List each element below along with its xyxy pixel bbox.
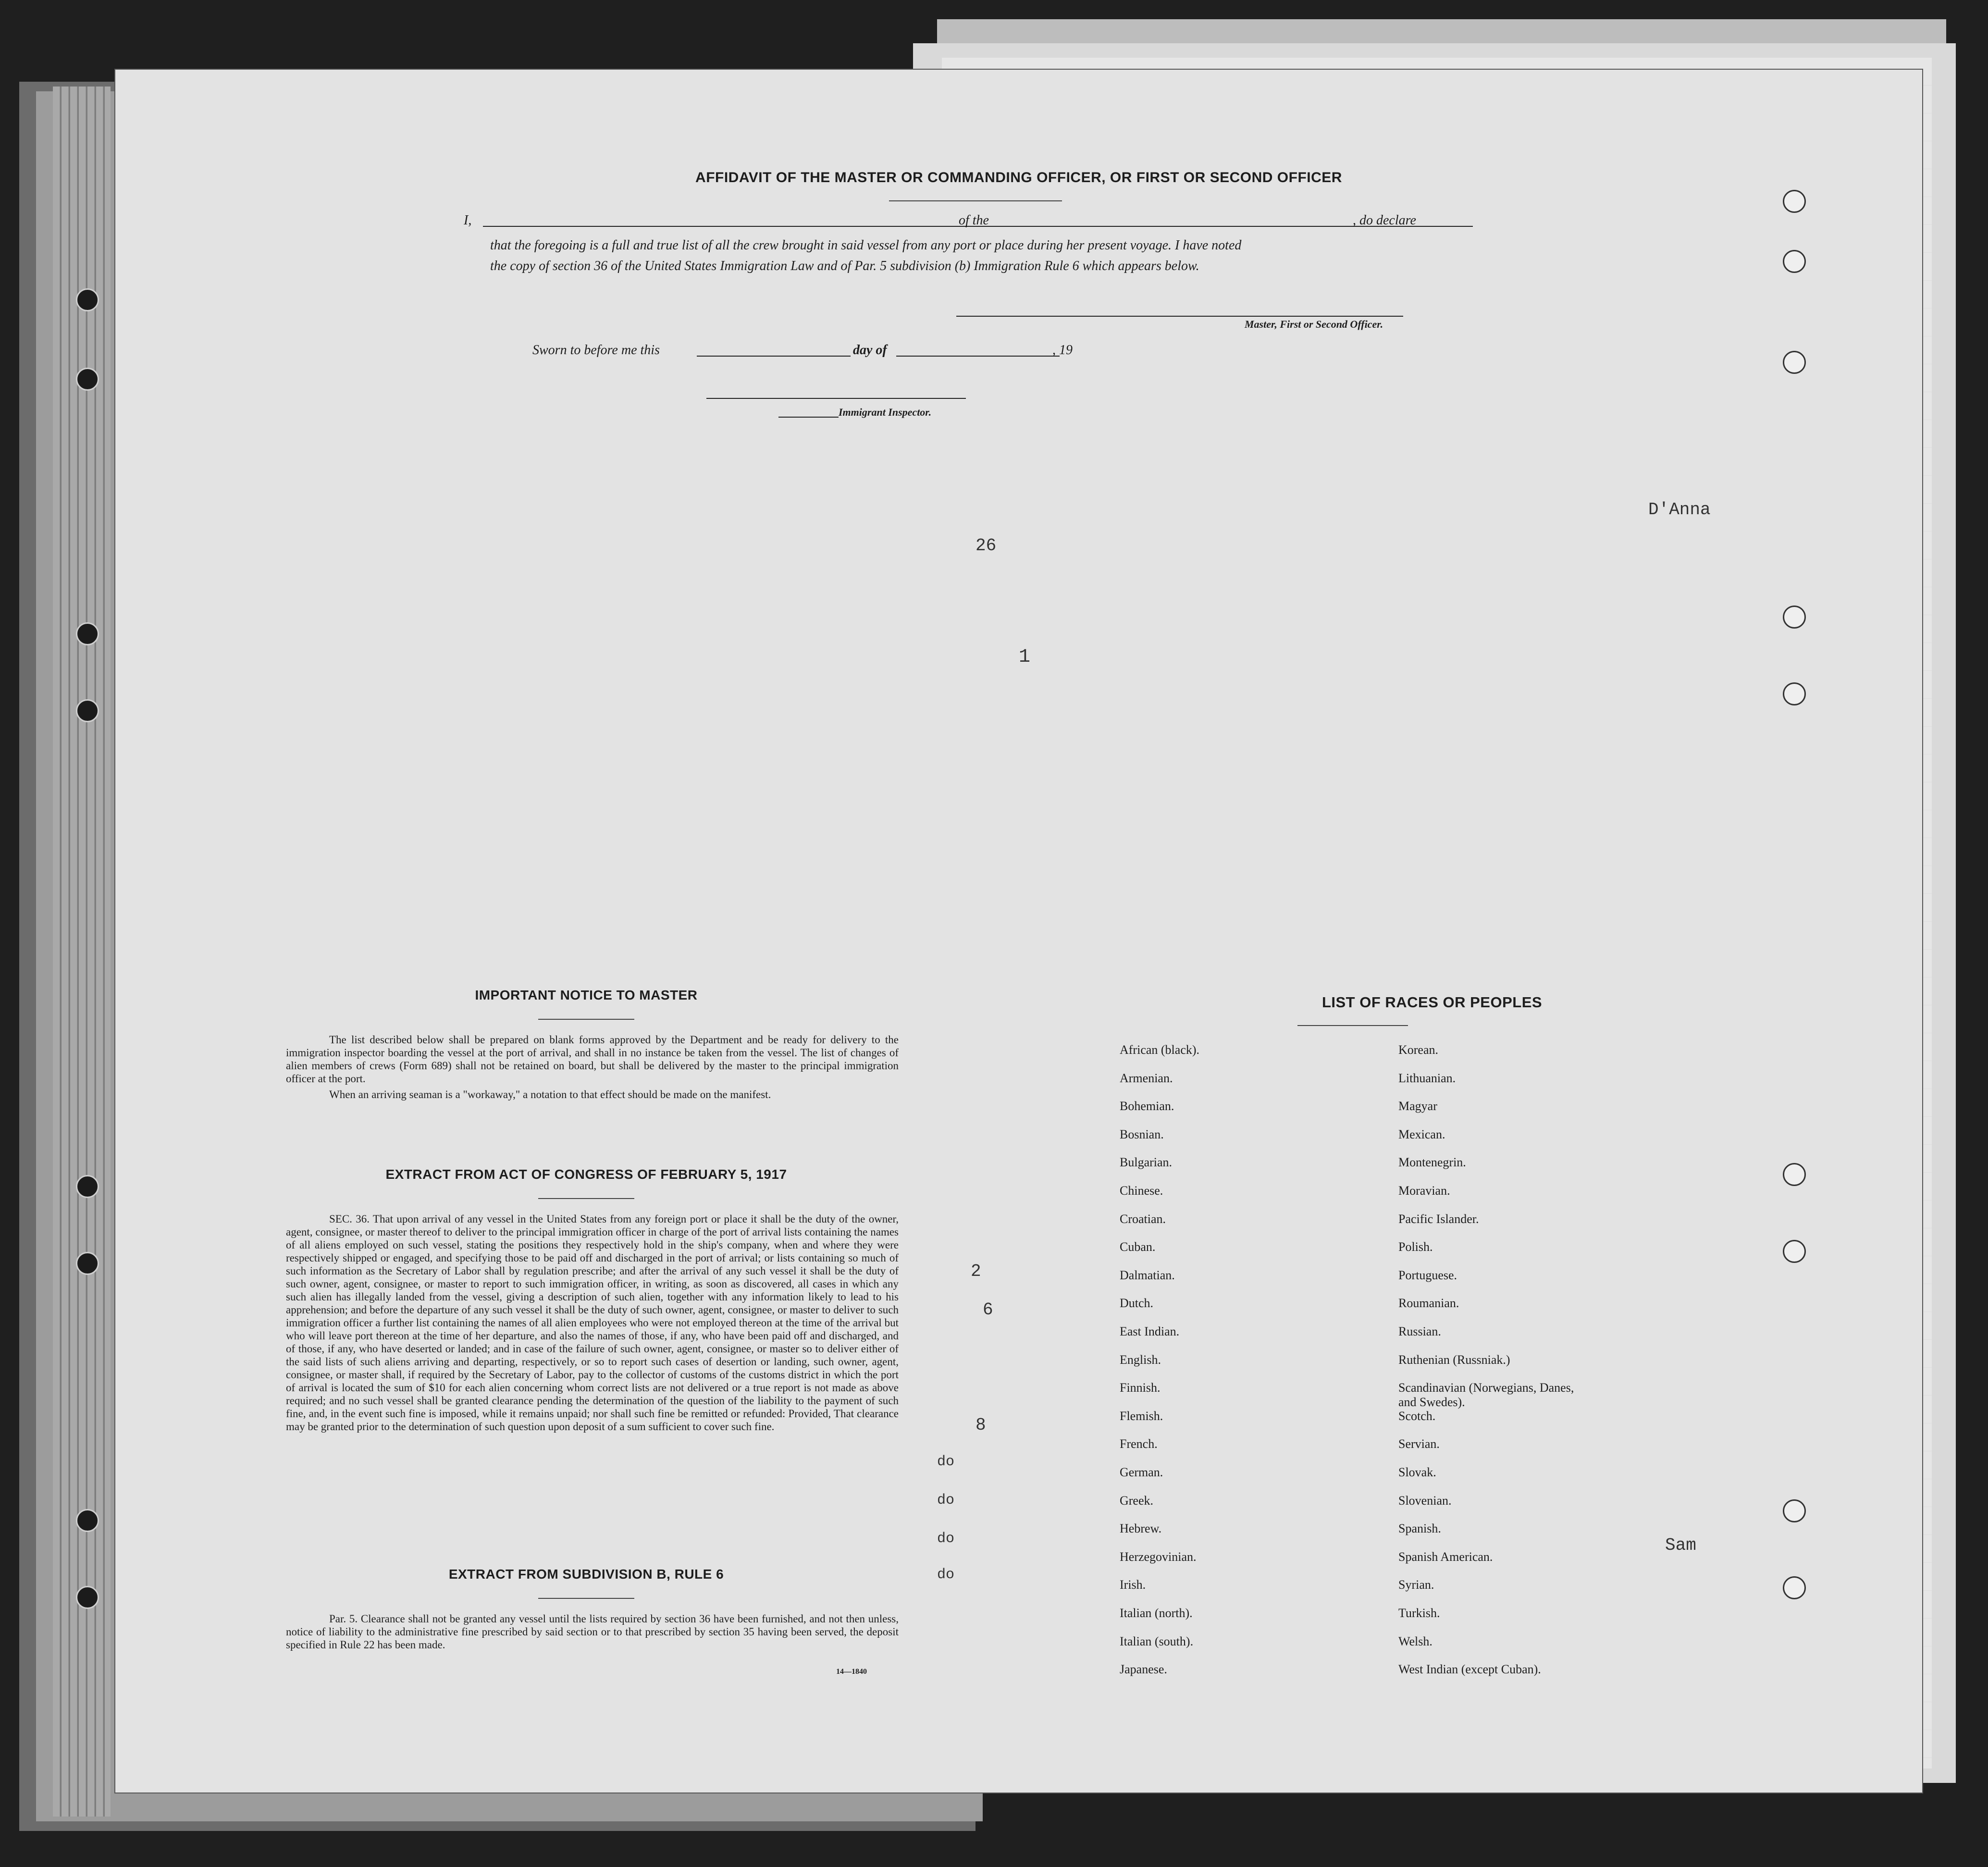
race-item: Spanish American. (1398, 1549, 1493, 1564)
rule-extract-body (286, 1612, 899, 1654)
affidavit-declare-label: , do declare (1353, 213, 1416, 228)
binder-hole (1783, 1240, 1806, 1263)
race-item: Bohemian. (1120, 1099, 1174, 1113)
binder-hole (1783, 1576, 1806, 1599)
notice-paragraph: When an arriving seaman is a "workaway," a notation to that effect should be made on the manifest. (329, 1088, 771, 1100)
affidavit-line-3: the copy of section 36 of the United States Immigration Law and of Par. 5 subdivision (b) Immigration Rule 6 which appears below. (490, 259, 1199, 273)
binder-hole (1783, 1163, 1806, 1186)
race-item: Hebrew. (1120, 1521, 1162, 1536)
race-item: English. (1120, 1352, 1161, 1367)
binder-hole (76, 288, 99, 311)
race-item: Finnish. (1120, 1381, 1161, 1395)
binder-hole (76, 699, 99, 722)
race-item: West Indian (except Cuban). (1398, 1662, 1541, 1677)
binder-hole (1783, 1499, 1806, 1522)
bleed-through-number: 6 (983, 1300, 993, 1320)
bleed-through-name: D'Anna (1648, 500, 1711, 519)
act-extract-body (286, 1212, 899, 1436)
bleed-through-text: Sam (1665, 1535, 1696, 1555)
inspector-short-line (778, 417, 839, 418)
race-item: Slovak. (1398, 1465, 1436, 1479)
bleed-through-ditto: do (937, 1492, 955, 1508)
race-item: Roumanian. (1398, 1296, 1459, 1311)
race-item: Russian. (1398, 1324, 1441, 1338)
race-item: Ruthenian (Russniak.) (1398, 1352, 1510, 1367)
races-title: LIST OF RACES OR PEOPLES (1321, 994, 1543, 1011)
race-item: Magyar (1398, 1099, 1437, 1113)
race-item: Portuguese. (1398, 1268, 1457, 1282)
bleed-through-number: 8 (975, 1415, 986, 1435)
binder-hole (76, 368, 99, 391)
race-item: Italian (north). (1120, 1606, 1193, 1620)
form-number: 14—1840 (836, 1668, 867, 1676)
affidavit-of-the-label: of the (959, 213, 989, 228)
race-item: Herzegovinian. (1120, 1549, 1197, 1564)
bleed-through-ditto: do (937, 1567, 955, 1583)
divider (889, 200, 1062, 201)
race-item: Armenian. (1120, 1071, 1173, 1085)
bleed-through-number: 26 (975, 536, 997, 556)
divider (538, 1198, 634, 1199)
binder-hole (76, 1586, 99, 1609)
race-item: Polish. (1398, 1240, 1433, 1254)
signature-line (956, 316, 1403, 317)
rule-extract-text: Par. 5. Clearance shall not be granted any vessel until the lists required by section 36 have been furnished, and not then unless, notice of liability to the administrative fine prescribed by said section or to that prescribed by section 35 having been served, the deposit specified in Rule 22 has been made. (286, 1613, 899, 1651)
rule-extract-title: EXTRACT FROM SUBDIVISION B, RULE 6 (448, 1567, 724, 1582)
race-item: Italian (south). (1120, 1634, 1194, 1648)
year-label: , 19 (1052, 343, 1073, 358)
affidavit-line-2: that the foregoing is a full and true list of all the crew brought in said vessel from any port or place during her present voyage. I have noted (490, 238, 1242, 253)
race-item: Bulgarian. (1120, 1155, 1173, 1170)
affidavit-title: AFFIDAVIT OF THE MASTER OR COMMANDING OFFICER, OR FIRST OR SECOND OFFICER (695, 170, 1342, 185)
race-item: Mexican. (1398, 1127, 1445, 1141)
page-edge-strip (53, 87, 111, 1817)
inspector-line (706, 398, 966, 399)
binder-hole (76, 1175, 99, 1198)
bleed-through-ditto: do (937, 1531, 955, 1547)
race-item: Flemish. (1120, 1409, 1163, 1423)
race-item: Welsh. (1398, 1634, 1432, 1648)
race-item: East Indian. (1120, 1324, 1180, 1338)
race-item: Japanese. (1120, 1662, 1167, 1677)
divider (538, 1019, 634, 1020)
race-item: Irish. (1120, 1578, 1146, 1592)
notice-body (286, 1033, 899, 1104)
binder-hole (76, 622, 99, 645)
signature-caption: Master, First or Second Officer. (1245, 318, 1383, 330)
divider (1297, 1025, 1408, 1026)
divider (538, 1598, 634, 1599)
race-item: Korean. (1398, 1043, 1439, 1057)
race-item: Servian. (1398, 1437, 1440, 1451)
document-page (115, 70, 1922, 1793)
race-item: Scotch. (1398, 1409, 1436, 1423)
race-item: Lithuanian. (1398, 1071, 1456, 1085)
binder-hole (1783, 250, 1806, 273)
race-item: Croatian. (1120, 1212, 1166, 1226)
race-item: German. (1120, 1465, 1163, 1479)
day-of-label: day of (853, 343, 887, 358)
race-item: Montenegrin. (1398, 1155, 1466, 1170)
race-item: Bosnian. (1120, 1127, 1164, 1141)
race-item: Dalmatian. (1120, 1268, 1175, 1282)
race-item: Chinese. (1120, 1184, 1163, 1198)
inspector-caption: Immigrant Inspector. (839, 406, 932, 418)
race-item: French. (1120, 1437, 1158, 1451)
race-item: Syrian. (1398, 1578, 1434, 1592)
race-item: Pacific Islander. (1398, 1212, 1479, 1226)
race-item: Greek. (1120, 1493, 1154, 1508)
binder-hole (1783, 606, 1806, 629)
race-item: Turkish. (1398, 1606, 1440, 1620)
binder-hole (1783, 682, 1806, 705)
bleed-through-number: 2 (971, 1261, 981, 1281)
act-extract-title: EXTRACT FROM ACT OF CONGRESS OF FEBRUARY 5, 1917 (385, 1167, 787, 1182)
race-item: African (black). (1120, 1043, 1200, 1057)
race-item: Moravian. (1398, 1184, 1450, 1198)
race-item: Slovenian. (1398, 1493, 1452, 1508)
act-extract-text: SEC. 36. That upon arrival of any vessel in the United States from any foreign port or place it shall be the duty of the owner, agent, consignee, or master thereof to deliver to the principal immigration officer in charge of the port of arrival lists containing the names of all aliens employed on such vessel, stating the positions they respectively hold in the ship's company, when and where they were respectively shipped or engaged, and specifying those to be paid off and discharged in the port of arrival; or lists containing so much of such information as the Secretary of Labor shall by regulation prescribe; and after the arrival of any such vessel it shall be the duty of such owner, agent, consignee, or master to report to such immigration officer, in writing, as soon as discovered, all cases in which any such alien has illegally landed from the vessel, giving a description of such alien, together with any information likely to lead to his apprehension; and before the departure of any such vessel it shall be the duty of such owner, agent, consignee, or master to deliver to such immigration officer a further list containing the names of all alien employees who were not employed thereon at the time of the arrival but who will leave port thereon at the time of her departure, and also the names of those, if any, who have been paid off and discharged, and of those, if any, who have deserted or landed; and in case of the failure of such owner, agent, consignee, or master so to deliver either of the said lists of such aliens arriving and departing, respectively, or so to report such cases of desertion or landing, such owner, agent, consignee, or master shall, if required by the Secretary of Labor, pay to the collector of customs of the customs district in which the port of arrival is located the sum of $10 for each alien concerning whom correct lists are not delivered or a true report is not made as above required; and no such vessel shall be granted clearance pending the determination of the question of the liability to the payment of such fine, and, in the event such fine is imposed, while it remains unpaid; nor shall such fine be remitted or refunded: Provided, That clearance may be granted prior to the determination of such question upon deposit of a sum sufficient to cover such fine. (286, 1213, 899, 1433)
binder-hole (1783, 190, 1806, 213)
notice-paragraph: The list described below shall be prepared on blank forms approved by the Department and be ready for delivery to the immigration inspector boarding the vessel at the port of arrival, and shall in no instance be taken from the vessel. The list of changes of alien members of crews (Form 689) shall not be retained on board, but shall be delivered by the master to the principal immigration officer at the port. (286, 1034, 899, 1085)
notice-title: IMPORTANT NOTICE TO MASTER (475, 988, 698, 1002)
sworn-month-blank (896, 356, 1060, 357)
binder-hole (76, 1252, 99, 1275)
binder-hole (76, 1509, 99, 1532)
race-item: Dutch. (1120, 1296, 1154, 1311)
sworn-day-blank (697, 356, 851, 357)
affidavit-i-label: I, (464, 213, 472, 228)
race-item: Scandinavian (Norwegians, Danes, and Swedes). (1398, 1381, 1574, 1410)
bleed-through-ditto: do (937, 1454, 955, 1470)
bleed-through-number: 1 (1019, 646, 1031, 668)
binder-hole (1783, 351, 1806, 374)
race-item: Spanish. (1398, 1521, 1441, 1536)
race-item: Cuban. (1120, 1240, 1156, 1254)
sworn-label: Sworn to before me this (532, 343, 660, 358)
